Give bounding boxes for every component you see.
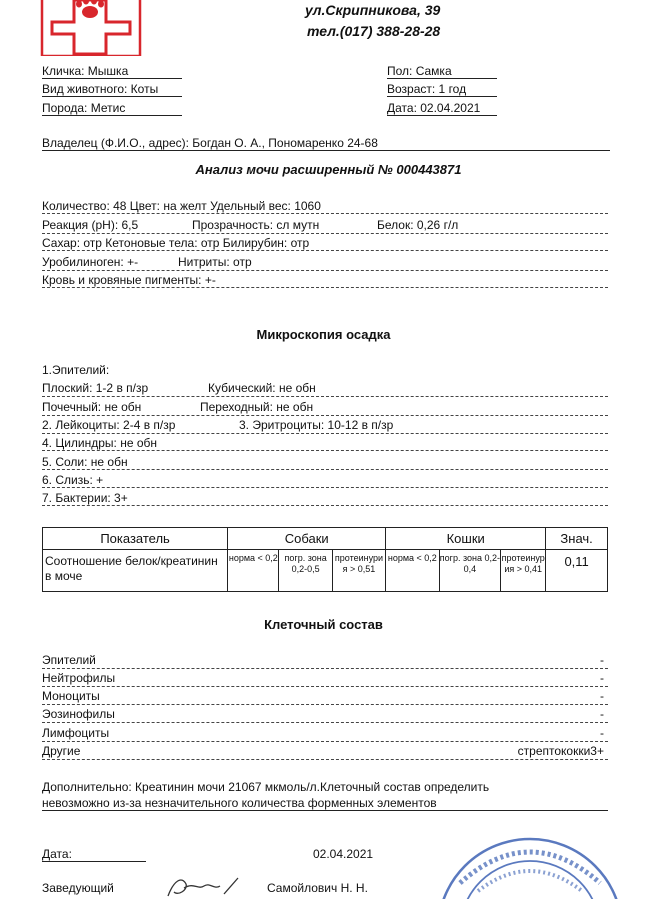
clinic-address: ул.Скрипникова, 39 [305,2,441,18]
cell-row [42,689,608,705]
bacteria-value: 7. Бактерии: 3+ [42,491,608,506]
head-label: Заведующий [42,881,114,895]
physical-line-3: Сахар: отр Кетоновые тела: отр Билирубин: отр [42,236,608,251]
cell-label: Другие [42,744,81,758]
cell-value: - [600,653,604,667]
microscopy-title: Микроскопия осадка [256,327,391,342]
cellular-title: Клеточный состав [264,617,383,632]
protein-creatinine-table [42,527,608,592]
cell-row [42,653,608,669]
cell-row [42,726,608,742]
owner-info: Владелец (Ф.И.О., адрес): Богдан О. А., Пономаренко 24-68 [42,136,610,151]
cats-norm: норма < 0,2 [386,550,439,592]
patient-breed: Порода: Метис [42,101,182,116]
patient-name: Кличка: Мышка [42,64,182,79]
footer-date-value: 02.04.2021 [313,847,374,861]
header-cats: Кошки [386,528,546,550]
cubic-epithelium: Кубический: не обн [208,381,316,395]
footer-date-label: Дата: [42,847,146,862]
cell-label: Нейтрофилы [42,671,116,685]
patient-age: Возраст: 1 год [387,82,497,97]
cell-row [42,744,608,760]
additional-line-2: невозможно из-за незначительного количества форменных элементов [42,796,608,811]
cats-proteinuria: протеинурия > 0,41 [501,550,546,592]
cell-label: Эозинофилы [42,707,115,721]
cell-label: Эпителий [42,653,96,667]
dogs-gray-zone: погр. зона 0,2-0,5 [279,550,332,592]
physical-line-2 [42,218,608,234]
micro-line-3 [42,418,608,434]
row-label: Соотношение белок/креатинин в моче [43,550,228,592]
clinic-stamp [430,831,630,899]
urobilinogen-value: Уробилиноген: +- [42,255,139,269]
micro-line-1 [42,381,608,397]
clinic-logo [40,0,142,56]
patient-species: Вид животного: Коты [42,82,182,97]
cell-value: стрептококки3+ [517,744,604,758]
cylinders-value: 4. Цилиндры: не обн [42,436,608,451]
nitrites-value: Нитриты: отр [178,255,252,269]
patient-date: Дата: 02.04.2021 [387,101,497,116]
additional-line-1: Дополнительно: Креатинин мочи 21067 мкмоль/л.Клеточный состав определить [42,780,490,794]
header-indicator: Показатель [43,528,228,550]
erythrocytes-value: 3. Эритроциты: 10-12 в п/зр [239,418,394,432]
leukocytes-value: 2. Лейкоциты: 2-4 в п/зр [42,418,176,432]
transparency-value: Прозрачность: сл мутн [192,218,320,232]
cell-value: - [600,726,604,740]
cell-value: - [600,671,604,685]
cats-gray-zone: погр. зона 0,2-0,4 [439,550,501,592]
patient-sex: Пол: Самка [387,64,497,79]
physical-line-1: Количество: 48 Цвет: на желт Удельный вес: 1060 [42,199,608,214]
physical-line-4 [42,255,608,271]
cell-label: Моноциты [42,689,100,703]
cell-label: Лимфоциты [42,726,110,740]
blood-value: Кровь и кровяные пигменты: +- [42,273,608,288]
reaction-value: Реакция (рН): 6,5 [42,218,139,232]
cell-row [42,671,608,687]
micro-line-2 [42,400,608,416]
mucus-value: 6. Слизь: + [42,473,608,488]
analysis-title: Анализ мочи расширенный № 000443871 [195,162,462,177]
renal-epithelium: Почечный: не обн [42,400,142,414]
salts-value: 5. Соли: не обн [42,455,608,470]
flat-epithelium: Плоский: 1-2 в п/зр [42,381,149,395]
head-name: Самойлович Н. Н. [267,881,368,895]
clinic-phone: тел.(017) 388-28-28 [307,23,441,39]
protein-value: Белок: 0,26 г/л [377,218,459,232]
epithelium-header: 1.Эпителий: [42,363,110,377]
dogs-proteinuria: протеинурия > 0,51 [332,550,385,592]
cell-value: - [600,707,604,721]
dogs-norm: норма < 0,2 [228,550,279,592]
header-dogs: Собаки [228,528,386,550]
ratio-value: 0,11 [546,550,608,592]
cell-value: - [600,689,604,703]
signature [164,874,244,899]
transitional-epithelium: Переходный: не обн [200,400,314,414]
header-value: Знач. [546,528,608,550]
cell-row [42,707,608,723]
